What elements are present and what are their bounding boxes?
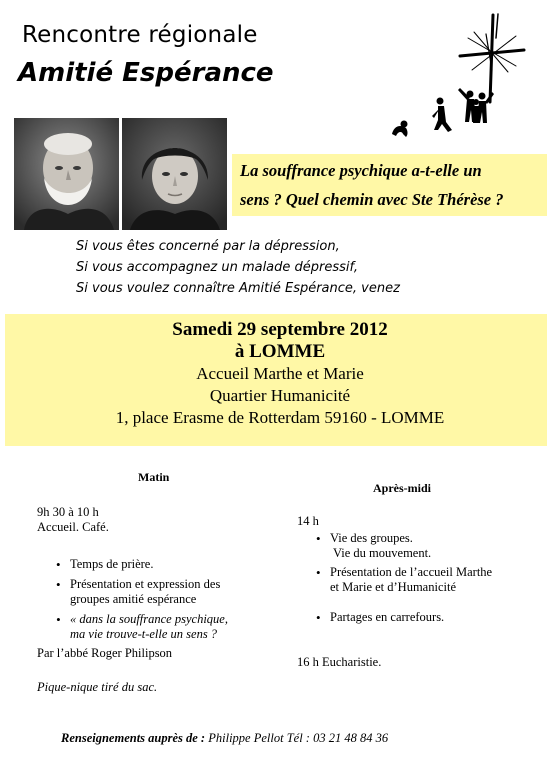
list-item: • « dans la souffrance psychique,	[56, 612, 228, 627]
morning-speaker: Par l’abbé Roger Philipson	[37, 646, 173, 660]
list-item: • Temps de prière.	[56, 557, 228, 572]
list-item: • Partages en carrefours.	[316, 610, 492, 625]
portrait-elderly-man-icon	[14, 118, 119, 230]
list-item-continuation: Vie du mouvement.	[333, 546, 432, 560]
list-item: • Vie des groupes.	[316, 531, 492, 546]
intro-text	[76, 236, 400, 299]
organization-name: Amitié Espérance	[18, 58, 274, 88]
event-details-box	[5, 314, 547, 446]
contact-details: Philippe Pellot Tél : 03 21 48 84 36	[205, 731, 389, 745]
question-line-1: La souffrance psychique a-t-elle un	[240, 161, 482, 180]
question-box	[232, 154, 547, 216]
event-district: Quartier Humanicité	[209, 386, 351, 405]
event-venue: Accueil Marthe et Marie	[196, 364, 364, 383]
event-date: Samedi 29 septembre 2012	[172, 319, 388, 340]
intro-line-3: Si vous voulez connaître Amitié Espérance, venez	[76, 281, 400, 296]
afternoon-time: 14 h	[297, 514, 319, 528]
contact-info	[61, 731, 388, 746]
cross-with-figures-icon	[388, 10, 528, 140]
intro-line-1: Si vous êtes concerné par la dépression,	[76, 239, 340, 254]
list-item: • Présentation et expression des	[56, 577, 228, 592]
event-address: 1, place Erasme de Rotterdam 59160 - LOMME	[115, 408, 445, 427]
event-title: Rencontre régionale	[22, 22, 258, 48]
list-item-continuation: groupes amitié espérance	[70, 592, 197, 606]
afternoon-heading: Après-midi	[373, 481, 431, 495]
afternoon-program-list	[316, 531, 492, 625]
intro-line-2: Si vous accompagnez un malade dépressif,	[76, 260, 359, 275]
morning-time: 9h 30 à 10 h	[37, 505, 99, 519]
morning-lunch: Pique-nique tiré du sac.	[37, 680, 158, 694]
contact-label: Renseignements auprès de :	[61, 731, 206, 745]
event-city: à LOMME	[234, 341, 326, 362]
list-item: • Présentation de l’accueil Marthe	[316, 565, 492, 580]
morning-heading: Matin	[138, 470, 170, 484]
list-item-continuation: ma vie trouve-t-elle un sens ?	[70, 627, 218, 641]
afternoon-closing: 16 h Eucharistie.	[297, 655, 382, 669]
list-item-continuation: et Marie et d’Humanicité	[330, 580, 456, 594]
morning-welcome: Accueil. Café.	[37, 520, 109, 534]
morning-program-list	[56, 557, 228, 642]
portrait-young-woman-icon	[122, 118, 227, 230]
question-line-2: sens ? Quel chemin avec Ste Thérèse ?	[240, 190, 504, 209]
